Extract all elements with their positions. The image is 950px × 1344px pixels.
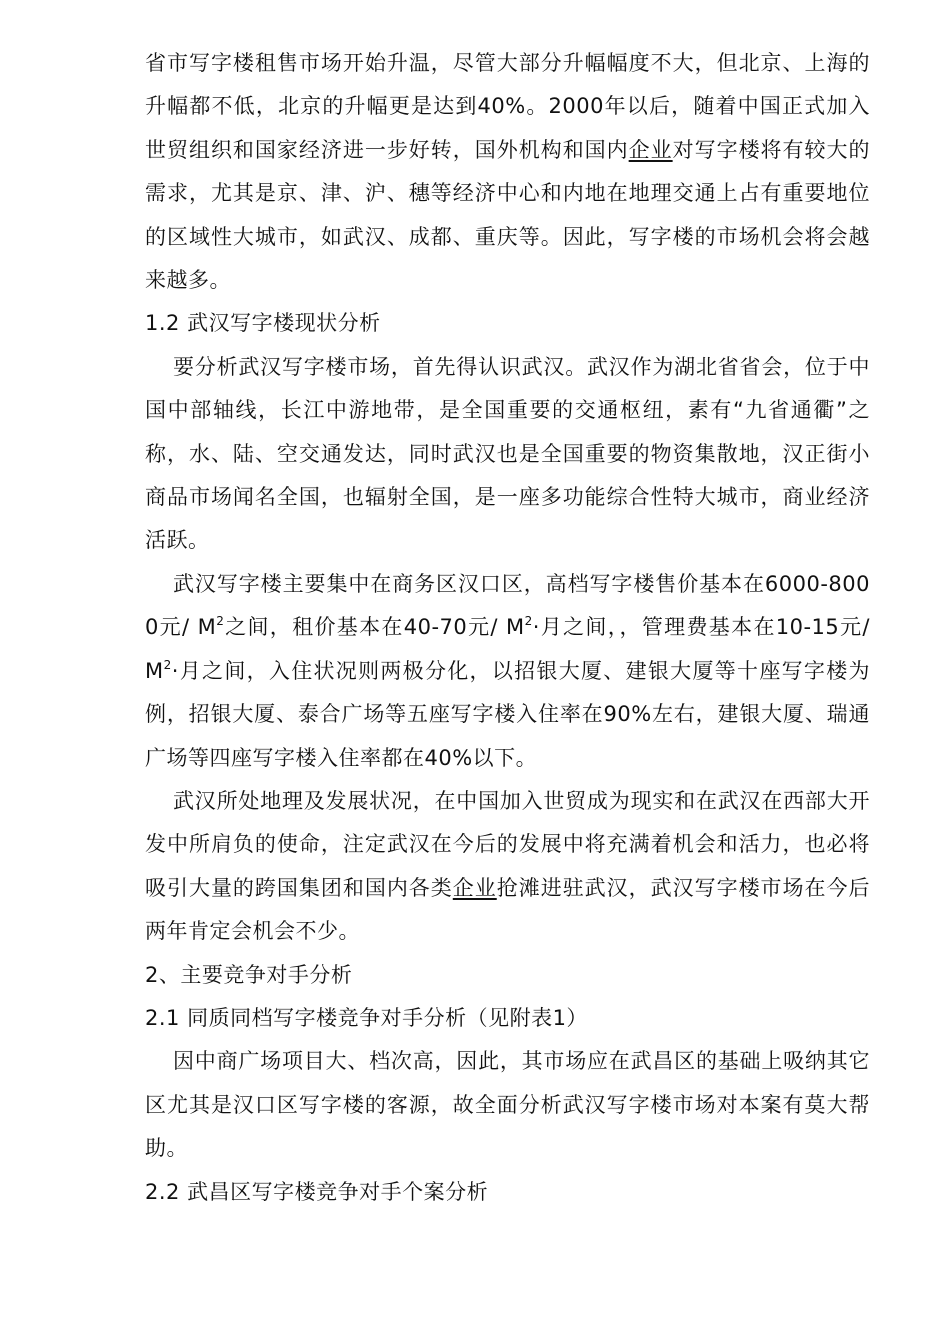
paragraph-office-prices bbox=[145, 563, 870, 780]
paragraph-market-trend bbox=[145, 42, 870, 302]
paragraph-text: 对写字楼将有较大的需求，尤其是京、津、沪、穗等经济中心和内地在地理交通上占有重要地位的区域性大城市，如武汉、成都、重庆等。因此，写字楼的市场机会将会越来越多。 bbox=[145, 137, 870, 293]
paragraph-text: ·月之间，，管理费基本在10-15元/ M bbox=[145, 615, 871, 683]
document-page bbox=[145, 42, 870, 1214]
section-heading-2-1: 2.1 同质同档写字楼竞争对手分析（见附表1） bbox=[145, 1005, 588, 1030]
paragraph-competitor-strategy: 因中商广场项目大、档次高，因此，其市场应在武昌区的基础上吸纳其它区尤其是汉口区写字楼的客源，故全面分析武汉写字楼市场对本案有莫大帮助。 bbox=[145, 1049, 870, 1161]
paragraph-text: 武汉写字楼主要集中在商务区汉口区，高档写字楼售价基本在6000-8000元/ M bbox=[145, 571, 870, 640]
paragraph-outlook bbox=[145, 780, 870, 954]
paragraph-text: 武汉所处地理及发展状况，在中国加入世贸成为现实和在武汉在西部大开发中所肩负的使命，注定武汉在今后的发展中将充满着机会和活力，也必将吸引大量的跨国集团和国内各类 bbox=[145, 788, 870, 900]
paragraph-text: 之间，租价基本在40-70元/ M bbox=[224, 615, 525, 640]
superscript: 2 bbox=[163, 657, 172, 672]
section-heading-2-2: 2.2 武昌区写字楼竞争对手个案分析 bbox=[145, 1179, 489, 1204]
superscript: 2 bbox=[216, 614, 225, 629]
enterprise-link[interactable]: 企业 bbox=[452, 875, 497, 900]
paragraph-text: 省市写字楼租售市场开始升温，尽管大部分升幅幅度不大，但北京、上海的升幅都不低，北京的升幅更是达到40%。2000年以后，随着中国正式加入世贸组织和国家经济进一步好转，国外机构和国内 bbox=[145, 51, 870, 162]
enterprise-link[interactable]: 企业 bbox=[628, 137, 673, 162]
superscript: 2 bbox=[524, 614, 533, 629]
section-heading-2: 2、主要竞争对手分析 bbox=[145, 962, 353, 987]
section-heading-1-2: 1.2 武汉写字楼现状分析 bbox=[145, 311, 381, 336]
paragraph-text: 抢滩进驻武汉，武汉写字楼市场在今后两年肯定会机会不少。 bbox=[145, 875, 870, 944]
paragraph-wuhan-intro: 要分析武汉写字楼市场，首先得认识武汉。武汉作为湖北省省会，位于中国中部轴线，长江中游地带，是全国重要的交通枢纽，素有“九省通衢”之称，水、陆、空交通发达，同时武汉也是全国重要的物资集散地，汉正街小商品市场闻名全国，也辐射全国，是一座多功能综合性特大城市，商业经济活跃。 bbox=[145, 354, 870, 553]
paragraph-text: ·月之间，入住状况则两极分化，以招银大厦、建银大厦等十座写字楼为例，招银大厦、泰合广场等五座写字楼入住率在90%左右，建银大厦、瑞通广场等四座写字楼入住率都在40%以下。 bbox=[145, 658, 870, 770]
